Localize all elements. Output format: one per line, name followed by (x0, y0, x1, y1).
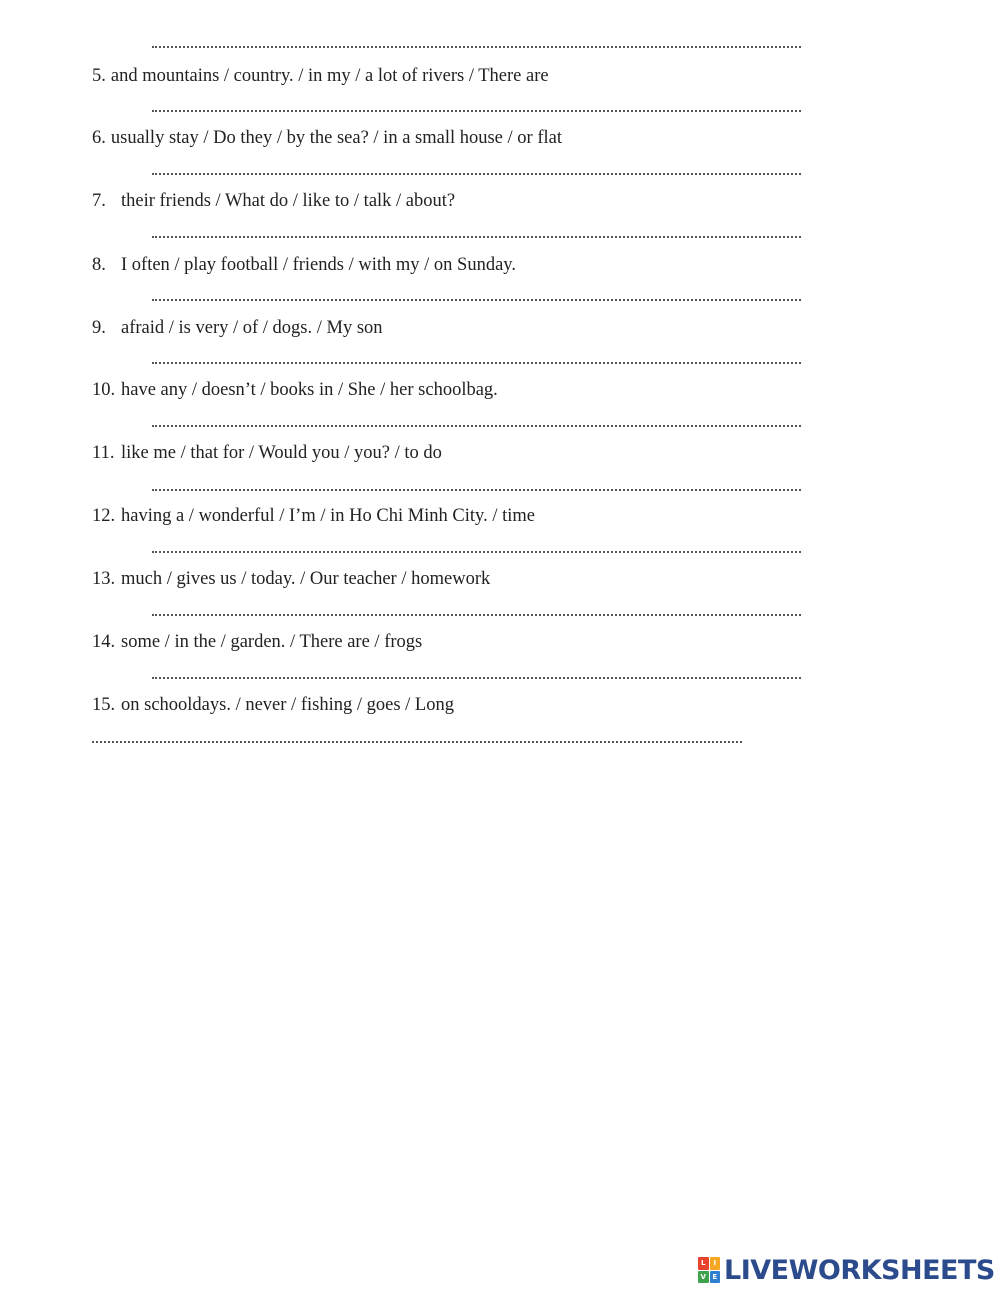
logo-mark-letter: I (710, 1257, 721, 1270)
item-number: 7. (92, 191, 106, 211)
item-number: 9. (92, 318, 106, 338)
answer-line-6[interactable] (152, 173, 801, 175)
answer-line-11[interactable] (152, 489, 801, 491)
item-text: on schooldays. / never / fishing / goes / Long (121, 695, 454, 715)
logo-mark-icon (698, 1257, 720, 1283)
answer-line-7[interactable] (152, 236, 801, 238)
answer-line-9[interactable] (152, 362, 801, 364)
answer-line-12[interactable] (152, 551, 801, 553)
item-number: 10. (92, 380, 116, 400)
item-number: 5. (92, 66, 106, 86)
exercise-item-7 (92, 190, 455, 212)
item-number: 14. (92, 632, 116, 652)
exercise-item-10 (92, 379, 498, 401)
exercise-item-15 (92, 694, 454, 716)
item-text: I often / play football / friends / with my / on Sunday. (121, 255, 516, 275)
item-text: usually stay / Do they / by the sea? / in a small house / or flat (110, 128, 562, 148)
item-text: having a / wonderful / I’m / in Ho Chi Minh City. / time (121, 506, 535, 526)
answer-line-4[interactable] (152, 46, 801, 48)
exercise-item-12 (92, 505, 535, 527)
item-text: their friends / What do / like to / talk / about? (121, 191, 456, 211)
item-text: some / in the / garden. / There are / frogs (121, 632, 423, 652)
item-number: 13. (92, 569, 116, 589)
logo-mark-letter: L (698, 1257, 709, 1270)
logo-mark-letter: V (698, 1271, 709, 1284)
item-number: 11. (92, 443, 115, 463)
answer-line-14[interactable] (152, 677, 801, 679)
liveworksheets-logo (698, 1255, 995, 1285)
answer-line-15[interactable] (92, 741, 742, 743)
exercise-item-13 (92, 568, 490, 590)
exercise-item-14 (92, 631, 422, 653)
item-text: much / gives us / today. / Our teacher / homework (121, 569, 491, 589)
item-number: 15. (92, 695, 116, 715)
exercise-item-6 (92, 127, 562, 149)
logo-text: LIVEWORKSHEETS (724, 1254, 995, 1286)
answer-line-10[interactable] (152, 425, 801, 427)
item-text: and mountains / country. / in my / a lot of rivers / There are (110, 66, 549, 86)
exercise-item-9 (92, 317, 383, 339)
item-number: 6. (92, 128, 106, 148)
item-text: have any / doesn’t / books in / She / her schoolbag. (121, 380, 498, 400)
item-text: like me / that for / Would you / you? / to do (121, 443, 442, 463)
exercise-item-8 (92, 254, 516, 276)
answer-line-13[interactable] (152, 614, 801, 616)
exercise-item-11 (92, 442, 442, 464)
logo-mark-letter: E (710, 1271, 721, 1284)
item-number: 12. (92, 506, 116, 526)
answer-line-8[interactable] (152, 299, 801, 301)
answer-line-5[interactable] (152, 110, 801, 112)
item-text: afraid / is very / of / dogs. / My son (121, 318, 383, 338)
exercise-item-5 (92, 65, 549, 87)
item-number: 8. (92, 255, 106, 275)
